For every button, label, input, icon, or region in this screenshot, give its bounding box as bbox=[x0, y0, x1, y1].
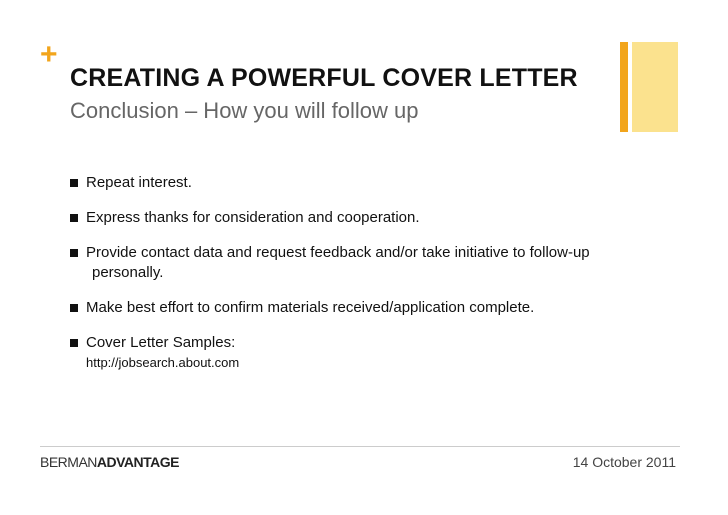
bullet-text-continuation: personally. bbox=[92, 264, 164, 281]
bullet-square-icon bbox=[70, 214, 78, 222]
accent-bar-yellow bbox=[632, 42, 678, 132]
bullet-square-icon bbox=[70, 339, 78, 347]
bullet-list bbox=[68, 173, 668, 387]
bullet-text: Express thanks for consideration and cooperation. bbox=[86, 209, 420, 226]
footer-divider bbox=[40, 446, 680, 447]
list-item bbox=[68, 243, 668, 283]
list-item bbox=[68, 173, 668, 193]
footer-date: 14 October 2011 bbox=[572, 454, 676, 470]
list-item bbox=[68, 333, 668, 372]
samples-link[interactable]: http://jobsearch.about.com bbox=[86, 355, 240, 370]
bullet-text: Cover Letter Samples: bbox=[86, 334, 236, 351]
bullet-text: Make best effort to confirm materials received/application complete. bbox=[86, 299, 535, 316]
bullet-text: Repeat interest. bbox=[86, 174, 192, 191]
slide-subtitle: Conclusion – How you will follow up bbox=[70, 98, 419, 123]
brand-regular: BERMAN bbox=[40, 454, 97, 470]
accent-bar-orange bbox=[620, 42, 628, 132]
bullet-square-icon bbox=[70, 304, 78, 312]
plus-icon: + bbox=[40, 38, 58, 71]
slide-title: CREATING A POWERFUL COVER LETTER bbox=[70, 64, 578, 92]
brand-bold: ADVANTAGE bbox=[96, 454, 179, 470]
brand-logo bbox=[40, 454, 179, 470]
bullet-square-icon bbox=[70, 179, 78, 187]
bullet-square-icon bbox=[70, 249, 78, 257]
list-item bbox=[68, 298, 668, 318]
bullet-text: Provide contact data and request feedback and/or take initiative to follow-up bbox=[86, 244, 590, 261]
list-item bbox=[68, 208, 668, 228]
